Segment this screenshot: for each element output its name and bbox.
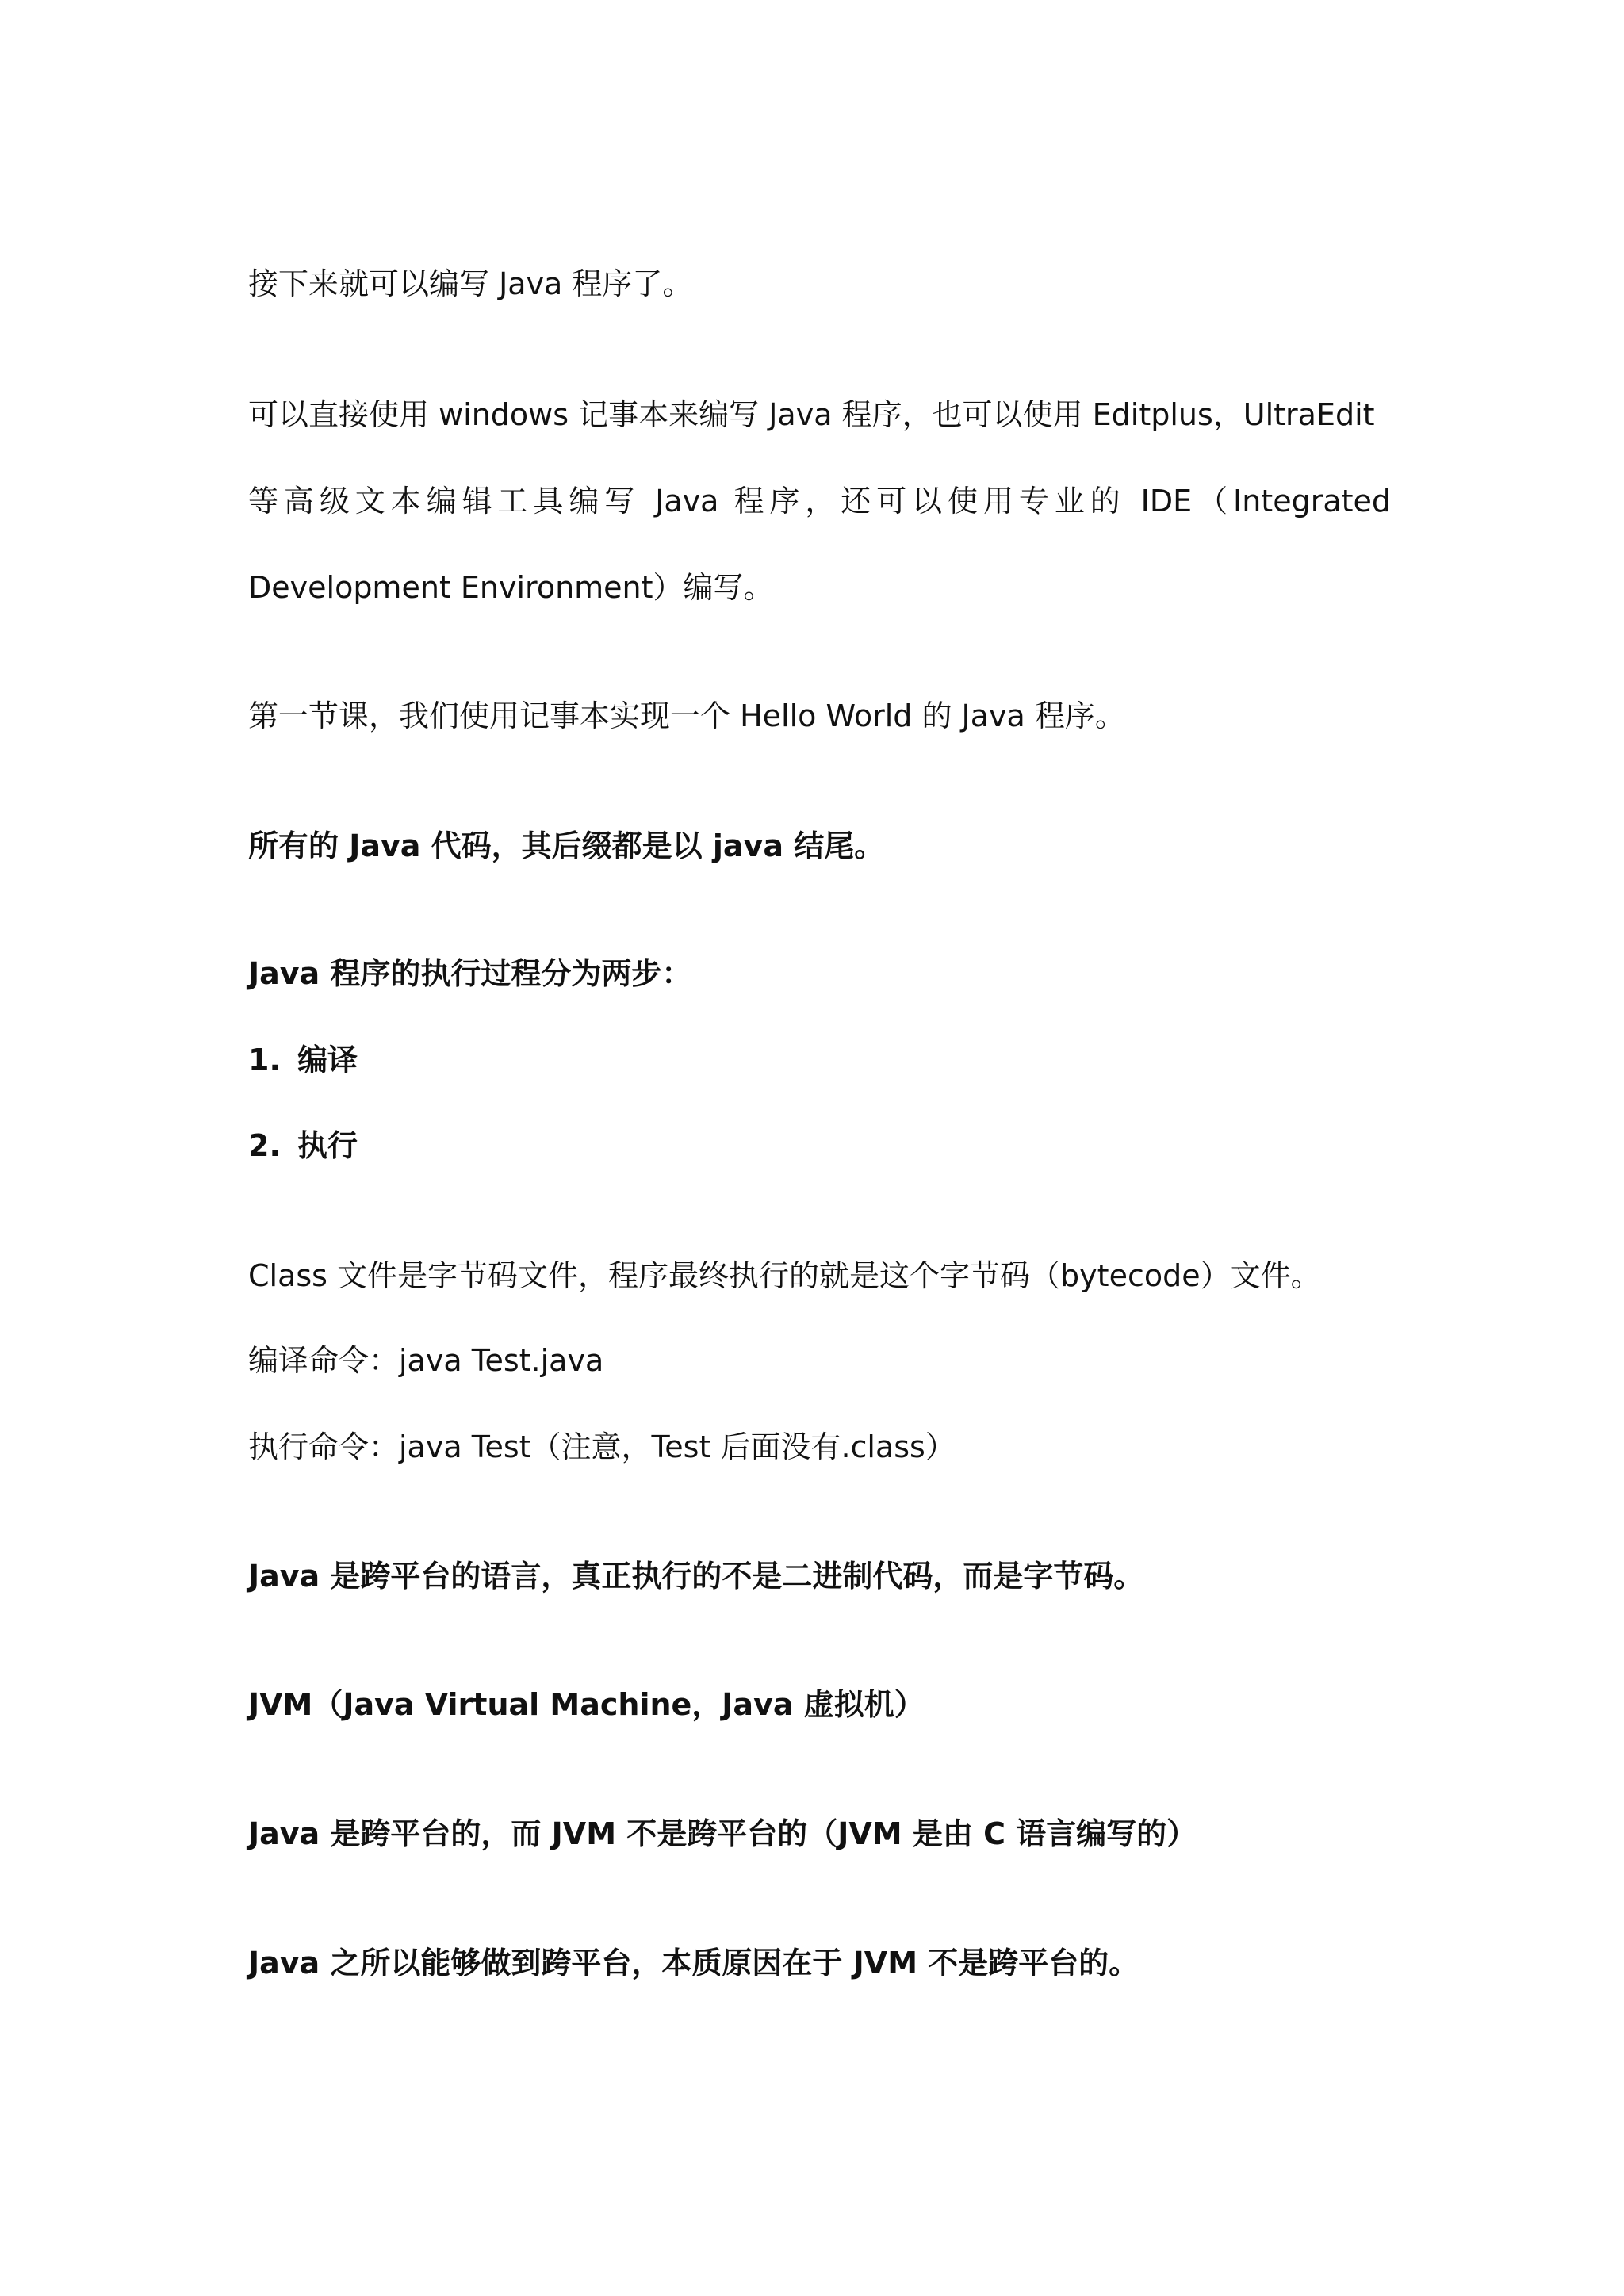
paragraph-editors-line-1: 可以直接使用 windows 记事本来编写 Java 程序，也可以使用 Editplus，UltraEdit: [248, 397, 1375, 432]
step-number: 2.: [248, 1128, 281, 1163]
paragraph-java-suffix: 所有的 Java 代码，其后缀都是以 java 结尾。: [248, 828, 885, 863]
paragraph-intro: 接下来就可以编写 Java 程序了。: [248, 266, 693, 301]
step-list-item-execute: [248, 1126, 358, 1165]
paragraph-run-command: 执行命令：java Test（注意，Test 后面没有.class）: [248, 1429, 956, 1464]
step-list-item-compile: [248, 1040, 358, 1080]
paragraph-cross-platform: Java 是跨平台的语言，真正执行的不是二进制代码，而是字节码。: [248, 1559, 1144, 1594]
paragraph-class-file: Class 文件是字节码文件，程序最终执行的就是这个字节码（bytecode）文件。: [248, 1258, 1321, 1293]
step-number: 1.: [248, 1043, 281, 1077]
paragraph-jvm: JVM（Java Virtual Machine，Java 虚拟机）: [248, 1687, 925, 1722]
paragraph-first-lesson: 第一节课，我们使用记事本实现一个 Hello World 的 Java 程序。: [248, 698, 1125, 733]
paragraph-compile-command: 编译命令：java Test.java: [248, 1343, 604, 1378]
paragraph-editors-line-3: Development Environment）编写。: [248, 570, 774, 605]
paragraph-editors-line-2: 等高级文本编辑工具编写 Java 程序，还可以使用专业的 IDE（Integrated: [248, 484, 1391, 519]
paragraph-jvm-platform: Java 是跨平台的，而 JVM 不是跨平台的（JVM 是由 C 语言编写的）: [248, 1816, 1197, 1851]
paragraph-cross-platform-reason: Java 之所以能够做到跨平台，本质原因在于 JVM 不是跨平台的。: [248, 1946, 1139, 1980]
step-text: 执行: [297, 1128, 358, 1163]
step-text: 编译: [297, 1043, 358, 1077]
paragraph-execution-steps: Java 程序的执行过程分为两步：: [248, 956, 692, 991]
